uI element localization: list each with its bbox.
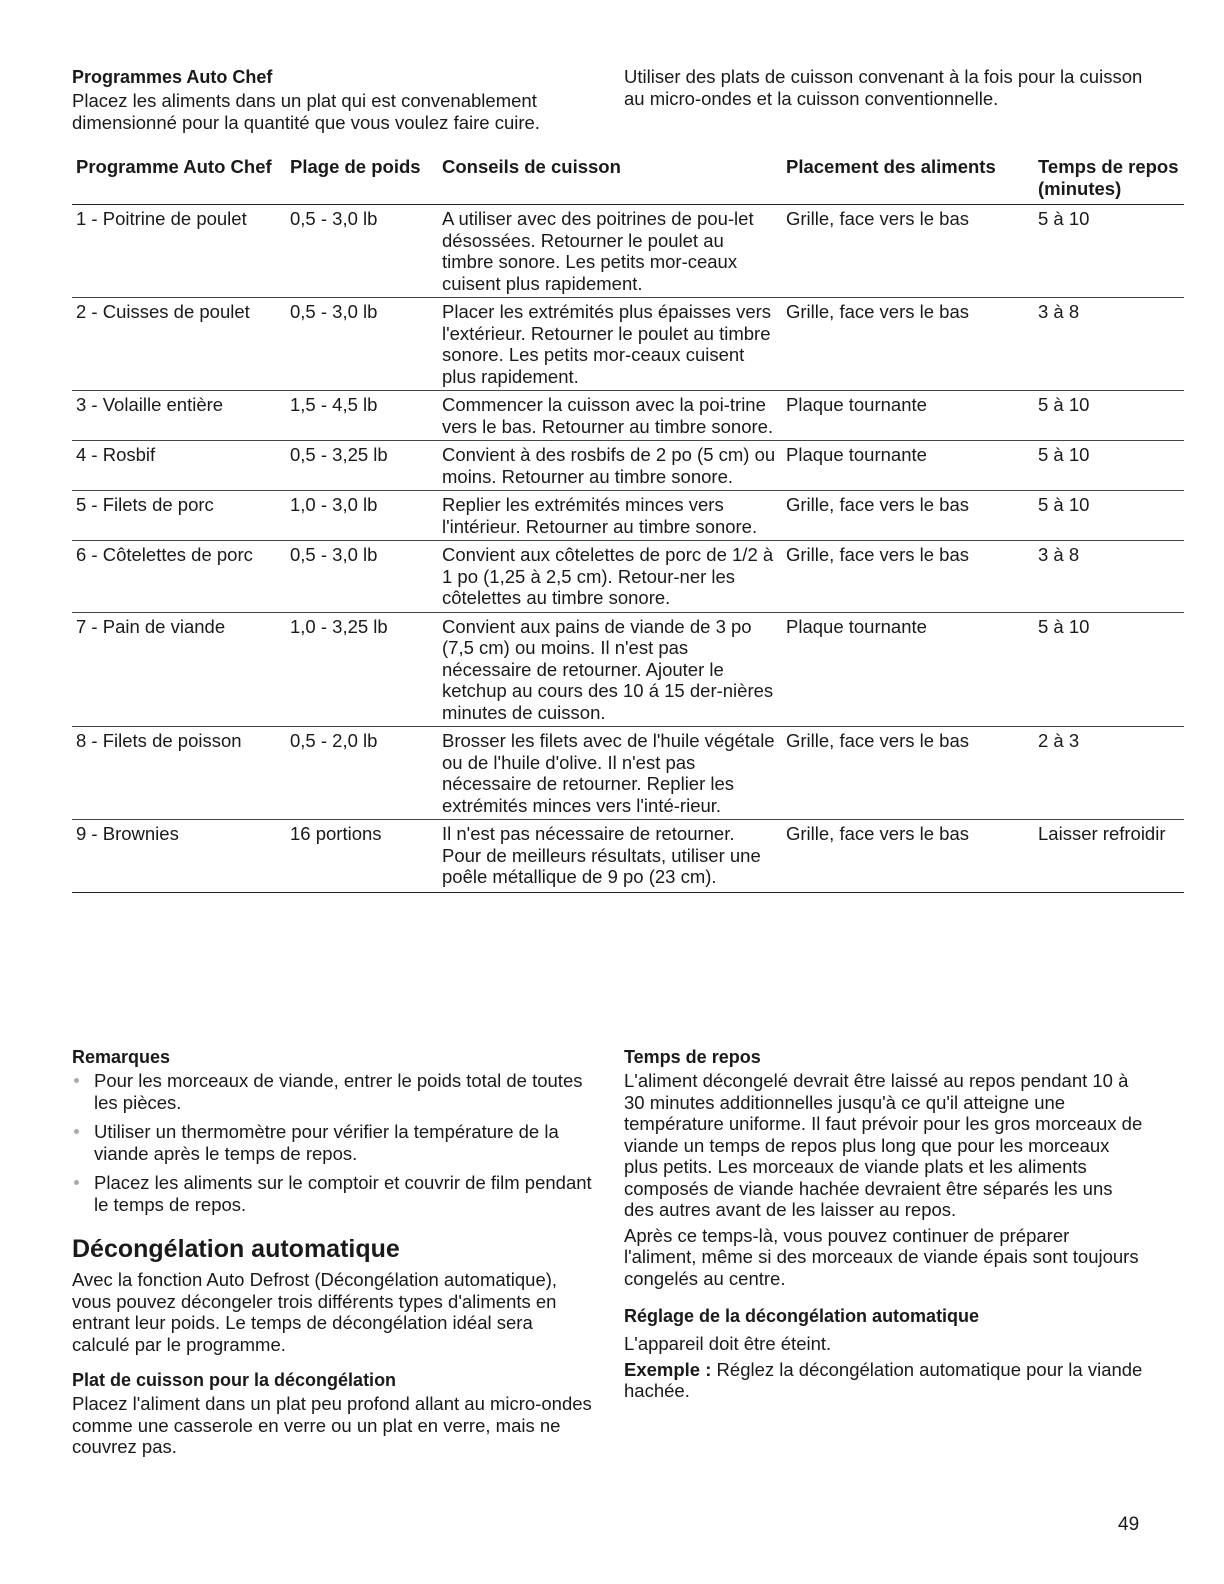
cell-weight: 0,5 - 3,0 lb xyxy=(286,541,438,613)
cell-placement: Plaque tournante xyxy=(782,441,1034,491)
remarques-list xyxy=(72,1070,592,1215)
temps-repos-heading: Temps de repos xyxy=(624,1047,761,1067)
list-item xyxy=(72,1172,592,1215)
table-row xyxy=(72,612,1184,727)
cell-weight: 0,5 - 3,0 lb xyxy=(290,208,378,229)
cell-weight: 1,0 - 3,25 lb xyxy=(286,612,438,727)
cell-tips: Brosser les filets avec de l'huile végétale ou de l'huile d'olive. Il n'est pas nécessaire de retourner. Replier les extrémités minces vers l'inté-rieur. xyxy=(438,727,782,820)
cell-tips: Commencer la cuisson avec la poi-trine vers le bas. Retourner au timbre sonore. xyxy=(438,391,782,441)
cell-weight: 1,5 - 4,5 lb xyxy=(286,391,438,441)
temps-repos-text-1: L'aliment décongelé devrait être laissé au repos pendant 10 à 30 minutes additionnelles jusqu'à ce qu'il atteigne une température uniforme. Il faut prévoir pour les gros morceaux de viande un temps de repos plus long que pour les morceaux plus petits. Les morceaux de viande plats et les aliments composés de viande hachée devraient être séparés les uns des autres avant de les laisser au repos. xyxy=(624,1070,1143,1220)
cell-weight: 0,5 - 3,0 lb xyxy=(286,298,438,391)
intro-heading: Programmes Auto Chef xyxy=(72,67,273,87)
reglage-example xyxy=(624,1359,1144,1402)
cell-rest: 5 à 10 xyxy=(1034,612,1184,727)
cell-rest: 5 à 10 xyxy=(1034,491,1184,541)
cell-program: 9 - Brownies xyxy=(72,820,286,893)
cell-placement: Grille, face vers le bas xyxy=(782,491,1034,541)
cell-rest: 5 à 10 xyxy=(1034,441,1184,491)
header-rest: Temps de repos (minutes) xyxy=(1034,156,1184,205)
cell-placement: Grille, face vers le bas xyxy=(782,820,1034,893)
reglage-heading: Réglage de la décongélation automatique xyxy=(624,1306,980,1326)
decongelation-heading: Décongélation automatique xyxy=(72,1235,400,1263)
table-row xyxy=(72,820,1184,893)
cell-weight: 0,5 - 3,25 lb xyxy=(286,441,438,491)
table-row xyxy=(72,727,1184,820)
cell-placement: Grille, face vers le bas xyxy=(782,541,1034,613)
cell-placement: Grille, face vers le bas xyxy=(782,298,1034,391)
cell-placement: Plaque tournante xyxy=(782,391,1034,441)
cell-program: 7 - Pain de viande xyxy=(72,612,286,727)
cell-rest: 5 à 10 xyxy=(1034,391,1184,441)
cell-program: 5 - Filets de porc xyxy=(72,491,286,541)
bullet-icon xyxy=(74,1180,79,1185)
cell-rest: 5 à 10 xyxy=(1038,208,1090,229)
cell-program: 2 - Cuisses de poulet xyxy=(72,298,286,391)
example-text: Réglez la décongélation automatique pour la viande hachée. xyxy=(624,1358,1143,1401)
cell-weight: 16 portions xyxy=(286,820,438,893)
table-row xyxy=(72,205,1184,298)
intro-right xyxy=(624,66,1154,109)
table-row xyxy=(72,441,1184,491)
reglage-text: L'appareil doit être éteint. xyxy=(624,1333,832,1354)
remarque-text: Placez les aliments sur le comptoir et couvrir de film pendant le temps de repos. xyxy=(94,1172,592,1215)
bullet-icon xyxy=(74,1129,79,1134)
cell-rest: 2 à 3 xyxy=(1034,727,1184,820)
example-label: Exemple : xyxy=(624,1358,712,1380)
table-row xyxy=(72,298,1184,391)
cell-tips: Placer les extrémités plus épaisses vers l'extérieur. Retourner le poulet au timbre sonore. Les petits mor-ceaux cuisent plus rapidement. xyxy=(438,298,782,391)
intro-left xyxy=(72,66,602,133)
cell-program: 8 - Filets de poisson xyxy=(72,727,286,820)
remarque-text: Utiliser un thermomètre pour vérifier la température de la viande après le temps de repos. xyxy=(94,1121,559,1164)
temps-repos-text-2: Après ce temps-là, vous pouvez continuer de préparer l'aliment, même si des morceaux de viande épais sont toujours congelés au centre. xyxy=(624,1224,1139,1289)
cell-weight: 0,5 - 2,0 lb xyxy=(286,727,438,820)
cell-placement: Plaque tournante xyxy=(782,612,1034,727)
cell-tips: Convient aux pains de viande de 3 po (7,5 cm) ou moins. Il n'est pas nécessaire de retourner. Ajouter le ketchup au cours des 10 á 15 der-nières minutes de cuisson. xyxy=(438,612,782,727)
list-item xyxy=(72,1121,592,1164)
left-column xyxy=(72,1046,592,1458)
cell-program: 1 - Poitrine de poulet xyxy=(76,208,247,229)
intro-right-text: Utiliser des plats de cuisson convenant à la fois pour la cuisson au micro-ondes et la cuisson conventionnelle. xyxy=(624,66,1143,109)
header-tips: Conseils de cuisson xyxy=(438,156,782,205)
remarques-heading: Remarques xyxy=(72,1047,171,1067)
page-number: 49 xyxy=(1118,1514,1140,1535)
cell-program: 3 - Volaille entière xyxy=(72,391,286,441)
cell-weight: 1,0 - 3,0 lb xyxy=(286,491,438,541)
plat-heading: Plat de cuisson pour la décongélation xyxy=(72,1370,397,1390)
right-column xyxy=(624,1046,1144,1402)
bullet-icon xyxy=(74,1078,79,1083)
cell-rest: Laisser refroidir xyxy=(1034,820,1184,893)
cell-tips: Convient aux côtelettes de porc de 1/2 à 1 po (1,25 à 2,5 cm). Retour-ner les côtelettes au timbre sonore. xyxy=(438,541,782,613)
cell-rest: 3 à 8 xyxy=(1034,298,1184,391)
table-row xyxy=(72,391,1184,441)
list-item xyxy=(72,1070,592,1113)
cell-tips: Il n'est pas nécessaire de retourner. Pour de meilleurs résultats, utiliser une poêle métallique de 9 po (23 cm). xyxy=(438,820,782,893)
cell-placement: Grille, face vers le bas xyxy=(786,208,970,229)
table-row xyxy=(72,491,1184,541)
header-program: Programme Auto Chef xyxy=(72,156,286,205)
cell-rest: 3 à 8 xyxy=(1034,541,1184,613)
cell-tips: Replier les extrémités minces vers l'intérieur. Retourner au timbre sonore. xyxy=(438,491,782,541)
cell-tips: Convient à des rosbifs de 2 po (5 cm) ou moins. Retourner au timbre sonore. xyxy=(438,441,782,491)
cell-program: 4 - Rosbif xyxy=(72,441,286,491)
table-header-row xyxy=(72,156,1184,205)
table-row xyxy=(72,541,1184,613)
auto-chef-table xyxy=(72,156,1184,893)
plat-text: Placez l'aliment dans un plat peu profond allant au micro-ondes comme une casserole en verre ou un plat en verre, mais ne couvrez pas. xyxy=(72,1393,592,1457)
header-placement: Placement des aliments xyxy=(782,156,1034,205)
header-weight: Plage de poids xyxy=(286,156,438,205)
decongelation-text: Avec la fonction Auto Defrost (Décongélation automatique), vous pouvez décongeler trois différents types d'aliments en entrant leur poids. Le temps de décongélation idéal sera calculé par le programme. xyxy=(72,1269,558,1355)
cell-program: 6 - Côtelettes de porc xyxy=(72,541,286,613)
remarque-text: Pour les morceaux de viande, entrer le poids total de toutes les pièces. xyxy=(94,1070,583,1113)
cell-placement: Grille, face vers le bas xyxy=(782,727,1034,820)
intro-left-text: Placez les aliments dans un plat qui est convenablement dimensionné pour la quantité que vous voulez faire cuire. xyxy=(72,90,540,133)
cell-tips: A utiliser avec des poitrines de pou-let désossées. Retourner le poulet au timbre sonore. Les petits mor-ceaux cuisent plus rapidement. xyxy=(442,208,754,294)
